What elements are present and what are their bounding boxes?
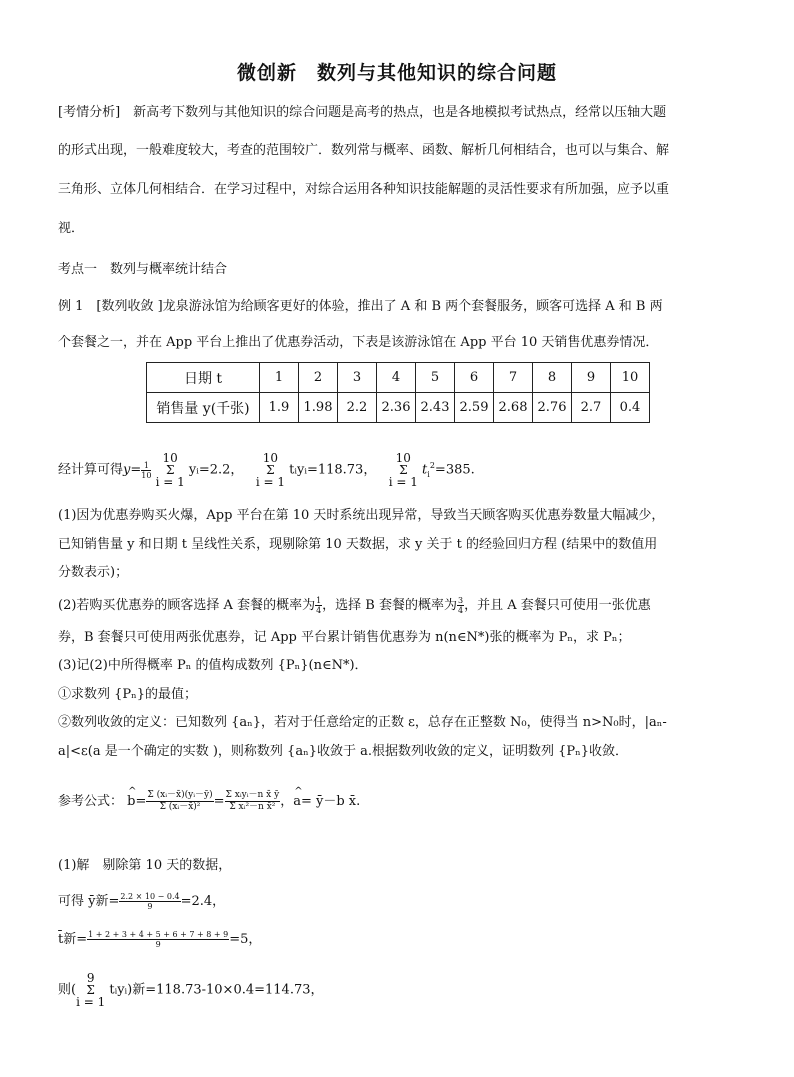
question-1-line-2: 已知销售量 y 和日期 t 呈线性关系，现剔除第 10 天数据，求 y 关于 t 的经验回归方程 (结果中的数值用	[58, 537, 658, 552]
example-line-1: 例 1 [数列收敛 ]龙泉游泳馆为给顾客更好的体验，推出了 A 和 B 两个套餐服务，顾客可选择 A 和 B 两	[58, 299, 663, 314]
table-cell: 1.9	[260, 393, 299, 423]
question-1-line-1: (1)因为优惠券购买火爆，App 平台在第 10 天时系统出现异常，导致当天顾客购买优惠券数量大幅减少，	[58, 508, 665, 523]
solution-line-2: 可得 ȳ新= $\frac{2.2 \times 10 - 0.4}{9}$ =2.4，	[58, 892, 226, 911]
solution-fraction-y: $\frac{2.2 \times 10 - 0.4}{9}$	[120, 892, 180, 911]
table-cell: 1	[260, 363, 299, 393]
intro-line-2: 的形式出现，一般难度较大，考查的范围较广．数列常与概率、函数、解析几何相结合，也可以与集合、解	[58, 143, 670, 158]
table-cell: 0.4	[611, 393, 650, 423]
table-cell: 8	[533, 363, 572, 393]
table-row-sales	[147, 393, 650, 423]
sum-symbol: 10 Σ i = 1	[388, 451, 418, 489]
b-formula-fraction-1: $\frac{\text{Σ (xᵢ－x̄)(yᵢ－ȳ)}}{\text{Σ (xᵢ－x̄)²}}$	[147, 790, 213, 812]
stats-prefix: 经计算可得	[58, 462, 124, 478]
example-line-2: 个套餐之一，并在 App 平台上推出了优惠券活动，下表是该游泳馆在 App 平台 10 天销售优惠券情况．	[58, 335, 659, 350]
intro-line-4: 视．	[58, 221, 85, 236]
reference-label: 参考公式：	[58, 794, 124, 809]
solution-line-4: 则( 9 Σ i = 1 tᵢyᵢ)新=118.73-10×0.4=114.73，	[58, 971, 324, 1009]
table-cell: 2.76	[533, 393, 572, 423]
table-cell: 7	[494, 363, 533, 393]
question-3-line-4: a|<ε(a 是一个确定的实数 )，则称数列 {aₙ}收敛于 a.根据数列收敛的定义，证明数列 {Pₙ}收敛．	[58, 744, 629, 759]
question-3-line-1: (3)记(2)中所得概率 Pₙ 的值构成数列 {Pₙ}(n∈N*)．	[58, 658, 368, 673]
table-cell: 2.43	[416, 393, 455, 423]
sum-symbol: 10 Σ i = 1	[155, 451, 185, 489]
solution-line-3: t̄新= $\frac{1 + 2 + 3 + 4 + 5 + 6 + 7 + 8 + 9}{9}$ =5，	[58, 930, 262, 949]
table-cell: 5	[416, 363, 455, 393]
sum-symbol: 10 Σ i = 1	[255, 451, 285, 489]
section-heading: 考点一 数列与概率统计结合	[58, 262, 228, 277]
fraction-three-quarters: $\frac{3}{4}$	[458, 596, 464, 615]
stats-part-1: yᵢ=2.2，	[188, 462, 244, 478]
table-cell: 6	[455, 363, 494, 393]
table-cell: 4	[377, 363, 416, 393]
table-cell: 10	[611, 363, 650, 393]
question-1-line-3: 分数表示)；	[58, 565, 129, 580]
table-cell: 3	[338, 363, 377, 393]
question-3-line-2: ①求数列 {Pₙ}的最值；	[58, 687, 198, 702]
table-row-date	[147, 363, 650, 393]
stats-part-3: =385.	[434, 462, 475, 478]
intro-line-3: 三角形、立体几何相结合．在学习过程中，对综合运用各种知识技能解题的灵活性要求有所加强，应予以重	[58, 182, 670, 197]
table-header-sales: 销售量 y(千张)	[147, 393, 260, 423]
table-cell: 1.98	[299, 393, 338, 423]
solution-line-1: (1)解 剔除第 10 天的数据，	[58, 858, 232, 873]
b-formula-fraction-2: $\frac{\text{Σ xᵢyᵢ－n x̄ ȳ}}{\text{Σ xᵢ²－n x̄²}}$	[225, 790, 280, 812]
question-2-line-1: (2)若购买优惠券的顾客选择 A 套餐的概率为 $\frac{1}{4}$ ，选择 B 套餐的概率为 $\frac{3}{4}$ ，并且 A 套餐只可使用一张优惠	[58, 596, 651, 615]
table-cell: 2.68	[494, 393, 533, 423]
table-cell: 2	[299, 363, 338, 393]
stats-line: 经计算可得y= $\frac{1}{10}$ 10 Σ i = 1 yᵢ=2.2， 10 Σ i = 1 tᵢyᵢ=118.73， 10 Σ i = 1 $t_i^2=385$.	[58, 451, 475, 489]
sales-table	[146, 362, 650, 423]
table-cell: 9	[572, 363, 611, 393]
table-cell: 2.7	[572, 393, 611, 423]
solution-fraction-t: $\frac{1 + 2 + 3 + 4 + 5 + 6 + 7 + 8 + 9}{9}$	[88, 930, 229, 949]
question-3-line-3: ②数列收敛的定义：已知数列 {aₙ}，若对于任意给定的正数 ε，总存在正整数 N₀，使得当 n>N₀时，|aₙ-	[58, 715, 667, 730]
reference-formula: 参考公式： ^ b= $\frac{\text{Σ (xᵢ－x̄)(yᵢ－ȳ)}}{\text{Σ (xᵢ－x̄)²}}$ = $\frac{\text{Σ xᵢyᵢ－n x̄ ȳ}}{\text{Σ xᵢ²－n x̄²}}$ ，^ a= ȳ－b x̄.	[58, 790, 360, 813]
table-cell: 2.36	[377, 393, 416, 423]
table-cell: 2.2	[338, 393, 377, 423]
table-cell: 2.59	[455, 393, 494, 423]
intro-line-1: [考情分析] 新高考下数列与其他知识的综合问题是高考的热点，也是各地模拟考试热点，经常以压轴大题	[58, 105, 667, 120]
fraction-one-quarter: $\frac{1}{4}$	[316, 596, 322, 615]
fraction-one-tenth: $\frac{1}{10}$	[141, 460, 152, 480]
a-formula: = ȳ－b x̄.	[300, 794, 361, 809]
sum-symbol: 9 Σ i = 1	[76, 971, 106, 1009]
table-header-date: 日期 t	[147, 363, 260, 393]
page-title: 微创新 数列与其他知识的综合问题	[236, 62, 557, 84]
question-2-line-2: 券，B 套餐只可使用两张优惠券，记 App 平台累计销售优惠券为 n(n∈N*)张的概率为 Pₙ，求 Pₙ；	[58, 630, 631, 645]
stats-part-2: tᵢyᵢ=118.73，	[289, 462, 377, 478]
